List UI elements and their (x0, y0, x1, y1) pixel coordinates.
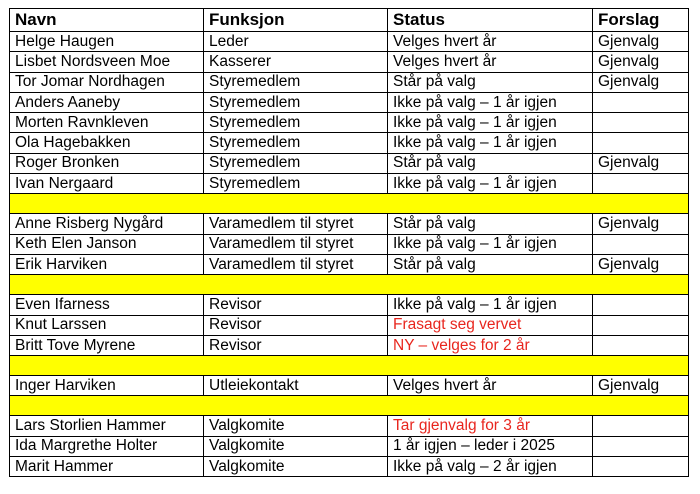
table-row (10, 234, 689, 254)
cell-funksjon: Styremedlem (204, 113, 388, 133)
cell-status: Ikke på valg – 1 år igjen (388, 295, 593, 315)
cell-forslag (593, 315, 689, 335)
cell-navn: Anne Risberg Nygård (10, 214, 204, 234)
cell-status: 1 år igjen – leder i 2025 (388, 436, 593, 456)
table-row (10, 254, 689, 274)
cell-funksjon: Varamedlem til styret (204, 254, 388, 274)
cell-status: NY – velges for 2 år (388, 335, 593, 355)
cell-forslag: Gjenvalg (593, 32, 689, 52)
cell-funksjon: Leder (204, 32, 388, 52)
cell-navn: Inger Harviken (10, 376, 204, 396)
cell-status: Ikke på valg – 2 år igjen (388, 457, 593, 477)
table-row (10, 315, 689, 335)
cell-status: Ikke på valg – 1 år igjen (388, 133, 593, 153)
cell-funksjon: Styremedlem (204, 92, 388, 112)
cell-funksjon: Styremedlem (204, 133, 388, 153)
cell-navn: Lisbet Nordsveen Moe (10, 52, 204, 72)
separator-cell (10, 356, 689, 376)
separator-row (10, 194, 689, 214)
cell-status: Ikke på valg – 1 år igjen (388, 174, 593, 194)
cell-forslag (593, 436, 689, 456)
table-row (10, 416, 689, 436)
cell-navn: Ida Margrethe Holter (10, 436, 204, 456)
table-row (10, 72, 689, 92)
cell-navn: Britt Tove Myrene (10, 335, 204, 355)
cell-funksjon: Styremedlem (204, 174, 388, 194)
cell-funksjon: Varamedlem til styret (204, 234, 388, 254)
cell-forslag (593, 174, 689, 194)
cell-status: Velges hvert år (388, 52, 593, 72)
cell-navn: Marit Hammer (10, 457, 204, 477)
separator-cell (10, 275, 689, 295)
cell-navn: Even Ifarness (10, 295, 204, 315)
cell-status: Står på valg (388, 254, 593, 274)
table-row (10, 153, 689, 173)
table-row (10, 295, 689, 315)
table-row (10, 92, 689, 112)
cell-status: Tar gjenvalg for 3 år (388, 416, 593, 436)
separator-row (10, 356, 689, 376)
cell-funksjon: Varamedlem til styret (204, 214, 388, 234)
table-row (10, 133, 689, 153)
header-funksjon: Funksjon (204, 9, 388, 32)
cell-forslag: Gjenvalg (593, 153, 689, 173)
table-row (10, 113, 689, 133)
cell-status: Ikke på valg – 1 år igjen (388, 113, 593, 133)
cell-status: Frasagt seg vervet (388, 315, 593, 335)
cell-forslag (593, 92, 689, 112)
cell-navn: Lars Storlien Hammer (10, 416, 204, 436)
table-row (10, 52, 689, 72)
separator-row (10, 396, 689, 416)
cell-funksjon: Revisor (204, 335, 388, 355)
cell-funksjon: Valgkomite (204, 457, 388, 477)
header-row (10, 9, 689, 32)
cell-status: Velges hvert år (388, 32, 593, 52)
cell-status: Ikke på valg – 1 år igjen (388, 234, 593, 254)
cell-forslag (593, 113, 689, 133)
table-row (10, 436, 689, 456)
cell-funksjon: Styremedlem (204, 153, 388, 173)
cell-status: Står på valg (388, 214, 593, 234)
cell-forslag: Gjenvalg (593, 72, 689, 92)
cell-funksjon: Valgkomite (204, 416, 388, 436)
cell-forslag (593, 133, 689, 153)
cell-funksjon: Kasserer (204, 52, 388, 72)
cell-navn: Knut Larssen (10, 315, 204, 335)
separator-cell (10, 194, 689, 214)
table-body (10, 32, 689, 477)
header-forslag: Forslag (593, 9, 689, 32)
cell-status: Ikke på valg – 1 år igjen (388, 92, 593, 112)
cell-navn: Roger Bronken (10, 153, 204, 173)
cell-navn: Keth Elen Janson (10, 234, 204, 254)
cell-forslag (593, 457, 689, 477)
cell-funksjon: Utleiekontakt (204, 376, 388, 396)
header-status: Status (388, 9, 593, 32)
cell-status: Står på valg (388, 72, 593, 92)
cell-funksjon: Revisor (204, 315, 388, 335)
cell-navn: Ola Hagebakken (10, 133, 204, 153)
separator-cell (10, 396, 689, 416)
separator-row (10, 275, 689, 295)
cell-forslag: Gjenvalg (593, 214, 689, 234)
cell-navn: Tor Jomar Nordhagen (10, 72, 204, 92)
cell-navn: Helge Haugen (10, 32, 204, 52)
header-navn: Navn (10, 9, 204, 32)
cell-navn: Ivan Nergaard (10, 174, 204, 194)
table-row (10, 214, 689, 234)
cell-status: Velges hvert år (388, 376, 593, 396)
cell-funksjon: Styremedlem (204, 72, 388, 92)
cell-forslag: Gjenvalg (593, 52, 689, 72)
cell-navn: Erik Harviken (10, 254, 204, 274)
cell-funksjon: Revisor (204, 295, 388, 315)
cell-navn: Anders Aaneby (10, 92, 204, 112)
table-row (10, 32, 689, 52)
table-row (10, 174, 689, 194)
cell-forslag: Gjenvalg (593, 376, 689, 396)
table-row (10, 457, 689, 477)
table-row (10, 376, 689, 396)
cell-forslag (593, 416, 689, 436)
cell-navn: Morten Ravnkleven (10, 113, 204, 133)
cell-forslag (593, 234, 689, 254)
cell-forslag (593, 295, 689, 315)
cell-funksjon: Valgkomite (204, 436, 388, 456)
cell-status: Står på valg (388, 153, 593, 173)
election-table (9, 8, 689, 477)
table-row (10, 335, 689, 355)
cell-forslag: Gjenvalg (593, 254, 689, 274)
cell-forslag (593, 335, 689, 355)
